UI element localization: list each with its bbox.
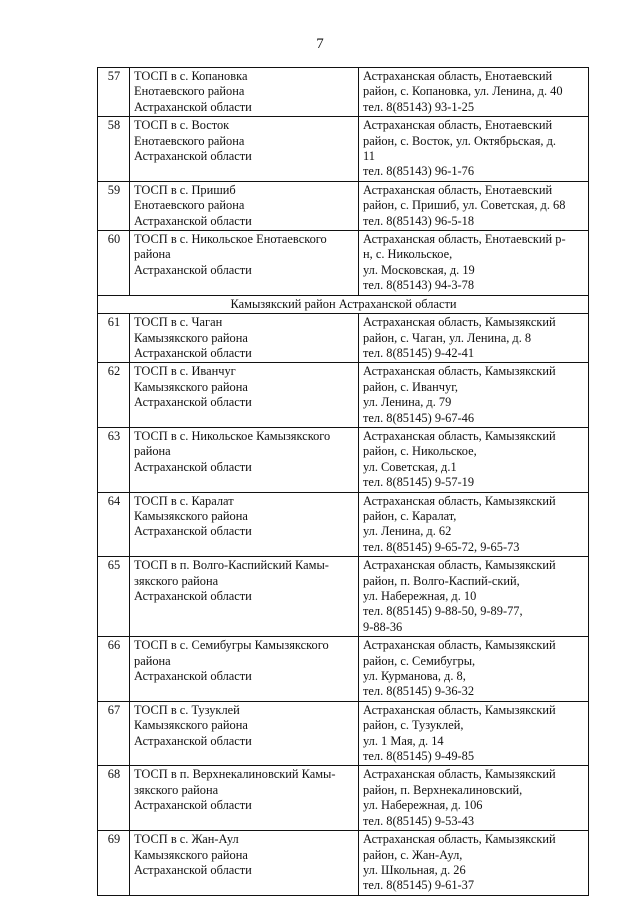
address-cell xyxy=(359,314,589,363)
table-row xyxy=(98,181,589,230)
address-line: ул. Набережная, д. 106 xyxy=(363,798,483,813)
address-cell xyxy=(359,766,589,831)
address-line: Астраханская область, Енотаевский р- xyxy=(363,232,566,247)
office-name-line: ТОСП в с. Никольское Камызякского xyxy=(134,428,331,443)
address-cell xyxy=(359,231,589,296)
office-name-line: Камызякского района xyxy=(134,508,248,523)
office-name-line: ТОСП в с. Чаган xyxy=(134,315,223,330)
address-line: тел. 8(85145) 9-57-19 xyxy=(363,475,475,490)
address-line: район, п. Волго-Каспий-ский, xyxy=(363,573,520,588)
address-cell xyxy=(359,557,589,637)
row-number: 61 xyxy=(98,314,130,363)
address-line: район, с. Чаган, ул. Ленина, д. 8 xyxy=(363,330,532,345)
row-number: 64 xyxy=(98,492,130,557)
office-name-line: района xyxy=(134,444,171,459)
office-name-line: зякского района xyxy=(134,573,219,588)
address-cell xyxy=(359,492,589,557)
office-name-line: Енотаевского района xyxy=(134,198,245,213)
page-number: 7 xyxy=(316,36,324,52)
address-line: тел. 8(85145) 9-88-50, 9-89-77, xyxy=(363,604,523,619)
address-line: ул. 1 Мая, д. 14 xyxy=(363,733,444,748)
section-title: Камызякский район Астраханской области xyxy=(98,295,589,313)
office-name-line: ТОСП в с. Каралат xyxy=(134,493,234,508)
address-cell xyxy=(359,701,589,766)
office-name-line: района xyxy=(134,247,171,262)
address-line: тел. 8(85143) 96-5-18 xyxy=(363,213,475,228)
address-line: район, с. Тузуклей, xyxy=(363,718,464,733)
office-name-line: Камызякского района xyxy=(134,330,248,345)
row-number: 59 xyxy=(98,181,130,230)
office-name-line: ТОСП в п. Волго-Каспийский Камы- xyxy=(134,558,329,573)
table-row xyxy=(98,701,589,766)
address-line: ул. Ленина, д. 79 xyxy=(363,395,452,410)
table-row xyxy=(98,766,589,831)
address-line: ул. Ленина, д. 62 xyxy=(363,524,452,539)
table-row xyxy=(98,314,589,363)
office-name-line: Астраханской области xyxy=(134,459,252,474)
office-name-line: Астраханской области xyxy=(134,669,252,684)
office-name-cell xyxy=(130,557,359,637)
table-row xyxy=(98,492,589,557)
office-name-line: ТОСП в с. Семибугры Камызякского xyxy=(134,638,329,653)
address-line: Астраханская область, Камызякский xyxy=(363,428,556,443)
address-line: тел. 8(85145) 9-53-43 xyxy=(363,813,475,828)
office-name-line: Астраханской области xyxy=(134,733,252,748)
office-name-line: Астраханской области xyxy=(134,99,252,114)
table-row xyxy=(98,557,589,637)
address-line: ул. Школьная, д. 26 xyxy=(363,862,466,877)
row-number: 65 xyxy=(98,557,130,637)
office-name-line: Астраханской области xyxy=(134,862,252,877)
address-line: Астраханская область, Камызякский xyxy=(363,638,556,653)
office-name-line: Астраханской области xyxy=(134,798,252,813)
address-cell xyxy=(359,831,589,896)
address-cell xyxy=(359,363,589,428)
table-row xyxy=(98,831,589,896)
row-number: 57 xyxy=(98,68,130,117)
office-name-cell xyxy=(130,701,359,766)
address-line: район, с. Копановка, ул. Ленина, д. 40 xyxy=(363,84,563,99)
table-row xyxy=(98,427,589,492)
office-name-line: Енотаевского района xyxy=(134,133,245,148)
registry-table-body xyxy=(98,68,589,896)
address-cell xyxy=(359,117,589,182)
address-line: тел. 8(85145) 9-49-85 xyxy=(363,749,475,764)
office-name-line: района xyxy=(134,653,171,668)
address-cell xyxy=(359,68,589,117)
office-name-line: Камызякского района xyxy=(134,718,248,733)
row-number: 60 xyxy=(98,231,130,296)
office-name-line: ТОСП в п. Верхнекалиновский Камы- xyxy=(134,767,336,782)
address-line: район, с. Жан-Аул, xyxy=(363,847,463,862)
address-line: ул. Курманова, д. 8, xyxy=(363,669,466,684)
row-number: 63 xyxy=(98,427,130,492)
office-name-line: Астраханской области xyxy=(134,149,252,164)
address-line: Астраханская область, Енотаевский xyxy=(363,118,553,133)
office-name-cell xyxy=(130,363,359,428)
row-number: 67 xyxy=(98,701,130,766)
address-line: район, с. Пришиб, ул. Советская, д. 68 xyxy=(363,198,566,213)
office-name-line: ТОСП в с. Никольское Енотаевского xyxy=(134,232,327,247)
office-name-line: ТОСП в с. Копановка xyxy=(134,69,248,83)
office-name-cell xyxy=(130,117,359,182)
row-number: 66 xyxy=(98,637,130,702)
address-line: ул. Советская, д.1 xyxy=(363,459,457,474)
office-name-cell xyxy=(130,314,359,363)
table-row xyxy=(98,68,589,117)
address-line: 9-88-36 xyxy=(363,619,403,634)
address-line: 11 xyxy=(363,149,375,164)
address-line: ул. Набережная, д. 10 xyxy=(363,589,477,603)
address-line: Астраханская область, Камызякский xyxy=(363,767,556,782)
row-number: 68 xyxy=(98,766,130,831)
address-line: район, с. Восток, ул. Октябрьская, д. xyxy=(363,133,557,148)
address-cell xyxy=(359,637,589,702)
office-name-cell xyxy=(130,766,359,831)
address-line: тел. 8(85145) 9-67-46 xyxy=(363,410,475,425)
office-name-line: Астраханской области xyxy=(134,395,252,410)
address-cell xyxy=(359,181,589,230)
office-name-cell xyxy=(130,492,359,557)
address-line: район, с. Каралат, xyxy=(363,508,457,523)
address-line: Астраханская область, Камызякский xyxy=(363,364,556,379)
office-name-cell xyxy=(130,181,359,230)
office-name-cell xyxy=(130,427,359,492)
office-name-line: Астраханской области xyxy=(134,262,252,277)
office-name-line: Астраханской области xyxy=(134,345,252,360)
address-line: Астраханская область, Камызякский xyxy=(363,493,556,508)
row-number: 62 xyxy=(98,363,130,428)
office-name-line: зякского района xyxy=(134,782,219,797)
office-name-line: ТОСП в с. Жан-Аул xyxy=(134,832,239,847)
registry-table xyxy=(97,67,589,896)
table-row xyxy=(98,637,589,702)
address-line: Астраханская область, Камызякский xyxy=(363,702,556,717)
address-cell xyxy=(359,427,589,492)
section-header-row xyxy=(98,295,589,313)
office-name-cell xyxy=(130,831,359,896)
office-name-cell xyxy=(130,68,359,117)
office-name-line: Камызякского района xyxy=(134,847,248,862)
address-line: тел. 8(85145) 9-36-32 xyxy=(363,684,475,699)
office-name-line: ТОСП в с. Тузуклей xyxy=(134,702,240,717)
table-row xyxy=(98,363,589,428)
address-line: тел. 8(85145) 9-42-41 xyxy=(363,345,475,360)
address-line: район, с. Семибугры, xyxy=(363,653,476,668)
address-line: н, с. Никольское, xyxy=(363,247,453,262)
office-name-line: ТОСП в с. Иванчуг xyxy=(134,364,236,379)
address-line: Астраханская область, Камызякский xyxy=(363,558,556,573)
address-line: Астраханская область, Енотаевский xyxy=(363,182,553,197)
address-line: тел. 8(85145) 9-65-72, 9-65-73 xyxy=(363,539,520,554)
address-line: район, п. Верхнекалиновский, xyxy=(363,782,523,797)
office-name-line: Астраханской области xyxy=(134,213,252,228)
office-name-line: Камызякского района xyxy=(134,379,248,394)
row-number: 58 xyxy=(98,117,130,182)
address-line: Астраханская область, Камызякский xyxy=(363,832,556,847)
table-row xyxy=(98,117,589,182)
office-name-line: ТОСП в с. Пришиб xyxy=(134,182,236,197)
office-name-line: Енотаевского района xyxy=(134,84,245,99)
address-line: Астраханская область, Енотаевский xyxy=(363,69,553,83)
office-name-line: ТОСП в с. Восток xyxy=(134,118,230,133)
address-line: тел. 8(85143) 94-3-78 xyxy=(363,278,475,293)
address-line: Астраханская область, Камызякский xyxy=(363,315,556,330)
address-line: тел. 8(85145) 9-61-37 xyxy=(363,878,475,893)
table-row xyxy=(98,231,589,296)
address-line: ул. Московская, д. 19 xyxy=(363,262,475,277)
office-name-line: Астраханской области xyxy=(134,589,252,603)
row-number: 69 xyxy=(98,831,130,896)
office-name-line: Астраханской области xyxy=(134,524,252,539)
address-line: тел. 8(85143) 96-1-76 xyxy=(363,164,475,179)
address-line: район, с. Иванчуг, xyxy=(363,379,459,394)
office-name-cell xyxy=(130,231,359,296)
address-line: район, с. Никольское, xyxy=(363,444,477,459)
address-line: тел. 8(85143) 93-1-25 xyxy=(363,99,475,114)
office-name-cell xyxy=(130,637,359,702)
